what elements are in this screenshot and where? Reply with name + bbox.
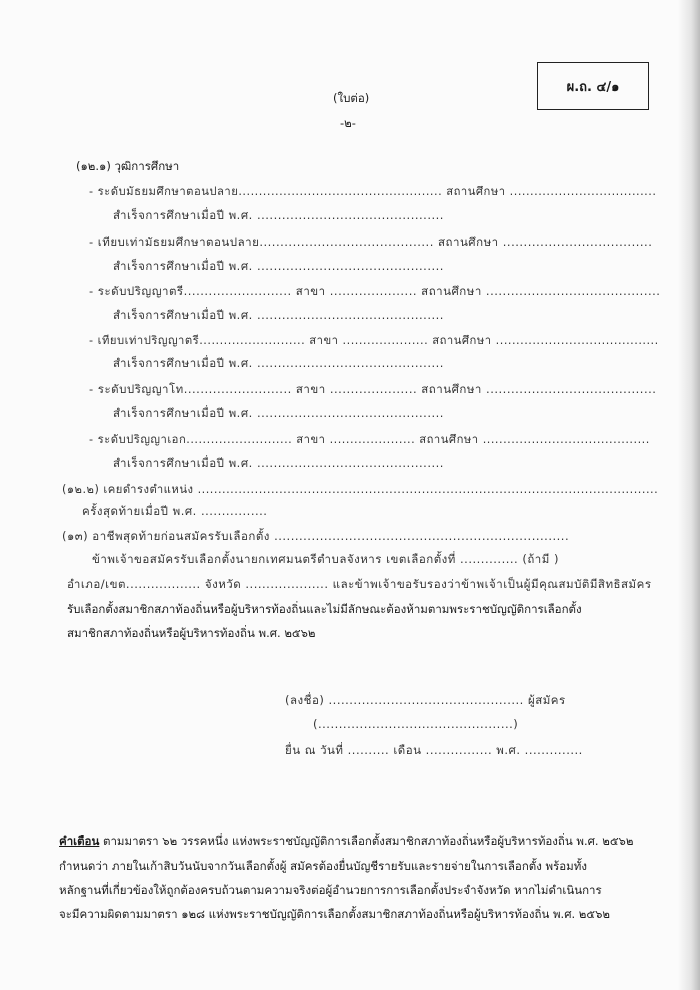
warning-text-1: ตามมาตรา ๖๒ วรรคหนึ่ง แห่งพระราชบัญญัติการเลือกตั้งสมาชิกสภาท้องถิ่นหรือผู้บริหารท้องถิ่น พ.ศ. ๒๕๖๒ bbox=[99, 834, 634, 848]
equiv-upper-secondary-grad-line: สำเร็จการศึกษาเมื่อปี พ.ศ. ............................................. bbox=[113, 259, 444, 273]
position-title-line: (๑๒.๒) เคยดำรงตำแหน่ง ................................................................................................................. bbox=[62, 483, 659, 496]
signature-name-line: (...............................................) bbox=[313, 717, 519, 731]
doctorate-grad-line: สำเร็จการศึกษาเมื่อปี พ.ศ. ............................................. bbox=[113, 456, 444, 470]
declaration-line-2: อำเภอ/เขต.................. จังหวัด .................... และข้าพเจ้าขอรับรองว่าข้าพเจ้าเป็นผู้มีคุณสมบัติมีสิทธิสมัคร bbox=[67, 577, 652, 591]
declaration-line-4: สมาชิกสภาท้องถิ่นหรือผู้บริหารท้องถิ่น พ.ศ. ๒๕๖๒ bbox=[67, 626, 316, 640]
bachelor-grad-line: สำเร็จการศึกษาเมื่อปี พ.ศ. ............................................. bbox=[113, 308, 444, 322]
warning-line-3: หลักฐานที่เกี่ยวข้องให้ถูกต้องครบถ้วนตามความจริงต่อผู้อำนวยการการเลือกตั้งประจำจังหวัด หากไม่ดำเนินการ bbox=[59, 883, 602, 897]
master-line: - ระดับปริญญาโท.......................... สาขา ..................... สถานศึกษา ......................................... bbox=[89, 382, 657, 396]
equiv-upper-secondary-line: - เทียบเท่ามัธยมศึกษาตอนปลาย.......................................... สถานศึกษา .................................... bbox=[89, 235, 653, 249]
form-code: ผ.ถ. ๔/๑ bbox=[566, 79, 620, 95]
declaration-line-3: รับเลือกตั้งสมาชิกสภาท้องถิ่นหรือผู้บริหารท้องถิ่นและไม่มีลักษณะต้องห้ามตามพระราชบัญญัติการเลือกตั้ง bbox=[67, 602, 582, 616]
upper-secondary-line: - ระดับมัธยมศึกษาตอนปลาย.................................................. สถานศึกษา .................................... bbox=[89, 185, 657, 198]
upper-secondary-grad-line: สำเร็จการศึกษาเมื่อปี พ.ศ. ............................................. bbox=[113, 208, 444, 222]
warning-line-4: จะมีความผิดตามมาตรา ๑๒๘ แห่งพระราชบัญญัติการเลือกตั้งสมาชิกสภาท้องถิ่นหรือผู้บริหารท้องถิ่น พ.ศ. ๒๕๖๒ bbox=[59, 907, 610, 921]
form-code-box bbox=[537, 62, 649, 110]
position-last-time-line: ครั้งสุดท้ายเมื่อปี พ.ศ. ................ bbox=[82, 504, 268, 518]
signature-line: (ลงชื่อ) ............................................... ผู้สมัคร bbox=[285, 693, 566, 707]
education-section-title: (๑๒.๑) วุฒิการศึกษา bbox=[76, 159, 180, 173]
equiv-bachelor-grad-line: สำเร็จการศึกษาเมื่อปี พ.ศ. ............................................. bbox=[113, 356, 444, 370]
page-number: -๒- bbox=[340, 116, 356, 130]
warning-label: คำเตือน bbox=[59, 834, 100, 848]
warning-line-2: กำหนดว่า ภายในเก้าสิบวันนับจากวันเลือกตั้งผู้ สมัครต้องยื่นบัญชีรายรับและรายจ่ายในการเลือกตั้ง พร้อมทั้ง bbox=[59, 859, 587, 873]
warning-line-1 bbox=[59, 833, 633, 851]
scan-edge-shadow bbox=[678, 0, 700, 990]
master-grad-line: สำเร็จการศึกษาเมื่อปี พ.ศ. ............................................. bbox=[113, 406, 444, 420]
doctorate-line: - ระดับปริญญาเอก.......................... สาขา ..................... สถานศึกษา ......................................... bbox=[89, 433, 650, 446]
continued-label: (ใบต่อ) bbox=[333, 91, 370, 105]
signature-date-line: ยื่น ณ วันที่ .......... เดือน ................ พ.ศ. .............. bbox=[285, 743, 583, 757]
bachelor-line: - ระดับปริญญาตรี.......................... สาขา ..................... สถานศึกษา .......................................... bbox=[89, 284, 661, 298]
occupation-line: (๑๓) อาชีพสุดท้ายก่อนสมัครรับเลือกตั้ง ....................................................................... bbox=[62, 529, 570, 543]
declaration-line-1: ข้าพเจ้าขอสมัครรับเลือกตั้งนายกเทศมนตรีตำบลจังหาร เขตเลือกตั้งที่ .............. (ถ้ามี ) bbox=[92, 552, 559, 566]
equiv-bachelor-line: - เทียบเท่าปริญญาตรี.......................... สาขา ..................... สถานศึกษา ........................................ bbox=[89, 334, 659, 347]
